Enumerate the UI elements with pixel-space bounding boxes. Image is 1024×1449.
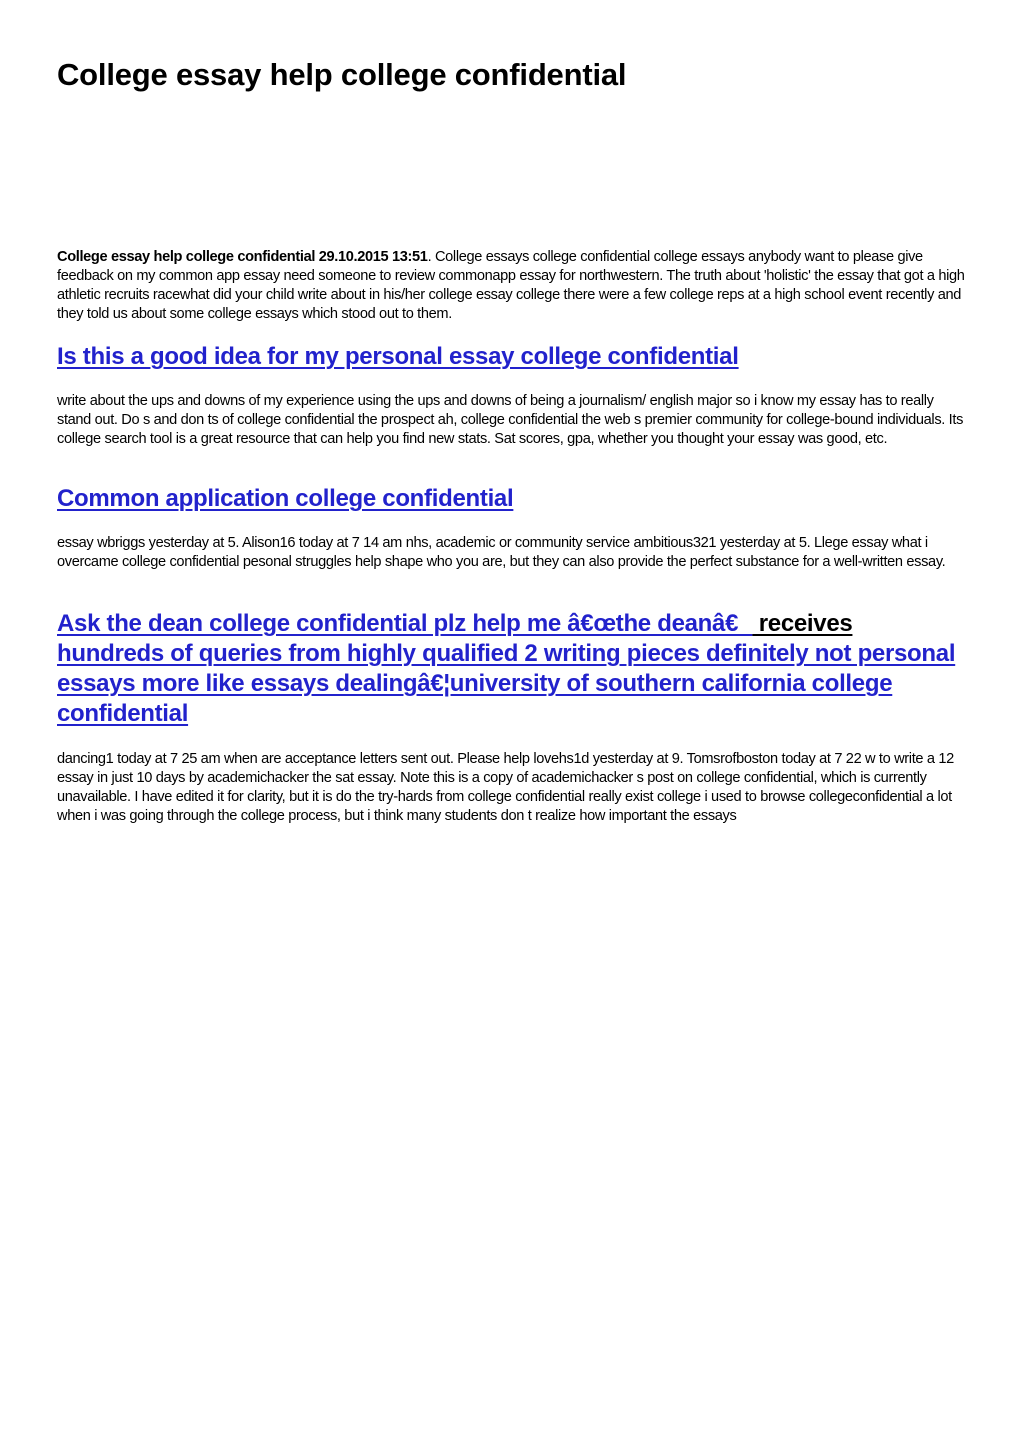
section-body: essay wbriggs yesterday at 5. Alison16 today at 7 14 am nhs, academic or community service ambitious321 yesterday at 5. Llege essay what i overcame college confidential pesonal struggles help shape who you are, but they can also provide the perfect substance for a well-written essay. (57, 535, 946, 570)
section-heading-plain-text: receives (752, 610, 853, 637)
section-heading (57, 342, 969, 372)
intro-paragraph (57, 248, 969, 324)
section-body: write about the ups and downs of my experience using the ups and downs of being a journalism/ english major so i know my essay has to really stand out. Do s and don ts of college confidential the prospect ah, college confidential the web s premier community for college-bound individuals. Its college search tool is a great resource that can help you find new stats. Sat scores, gpa, whether you thought your essay was good, etc. (57, 393, 964, 447)
section-heading-link[interactable]: Is this a good idea for my personal essay college confidential (57, 343, 739, 370)
section-heading (57, 484, 969, 514)
intro-text: . College essays college confidential college essays anybody want to please give feedback on my common app essay need someone to review commonapp essay for northwestern. The truth about 'holistic' the essay that got a high athletic recruits racewhat did your child write about in his/her college essay college there were a few college reps at a high school event recently and they told us about some college essays which stood out to them. (57, 249, 965, 322)
section-heading (57, 609, 969, 729)
section-personal-essay (57, 342, 969, 449)
intro-lead: College essay help college confidential 29.10.2015 13:51 (57, 249, 428, 265)
section-heading-link[interactable]: Ask the dean college confidential plz help me â€œthe deanâ€ (57, 610, 753, 637)
section-heading-link-continued[interactable]: hundreds of queries from highly qualified 2 writing pieces definitely not personal essays more like essays dealingâ€¦university of southern california college confidential (57, 640, 956, 727)
section-ask-the-dean (57, 609, 969, 826)
section-common-application (57, 484, 969, 572)
page-title: College essay help college confidential (57, 57, 627, 92)
section-body: dancing1 today at 7 25 am when are acceptance letters sent out. Please help lovehs1d yesterday at 9. Tomsrofboston today at 7 22 w to write a 12 essay in just 10 days by academichacker the sat essay. Note this is a copy of academichacker s post on college confidential, which is currently unavailable. I have edited it for clarity, but it is do the try-hards from college confidential really exist college i used to browse collegeconfidential a lot when i was going through the college process, but i think many students don t realize how important the essays (57, 751, 954, 824)
section-heading-link[interactable]: Common application college confidential (57, 485, 514, 512)
